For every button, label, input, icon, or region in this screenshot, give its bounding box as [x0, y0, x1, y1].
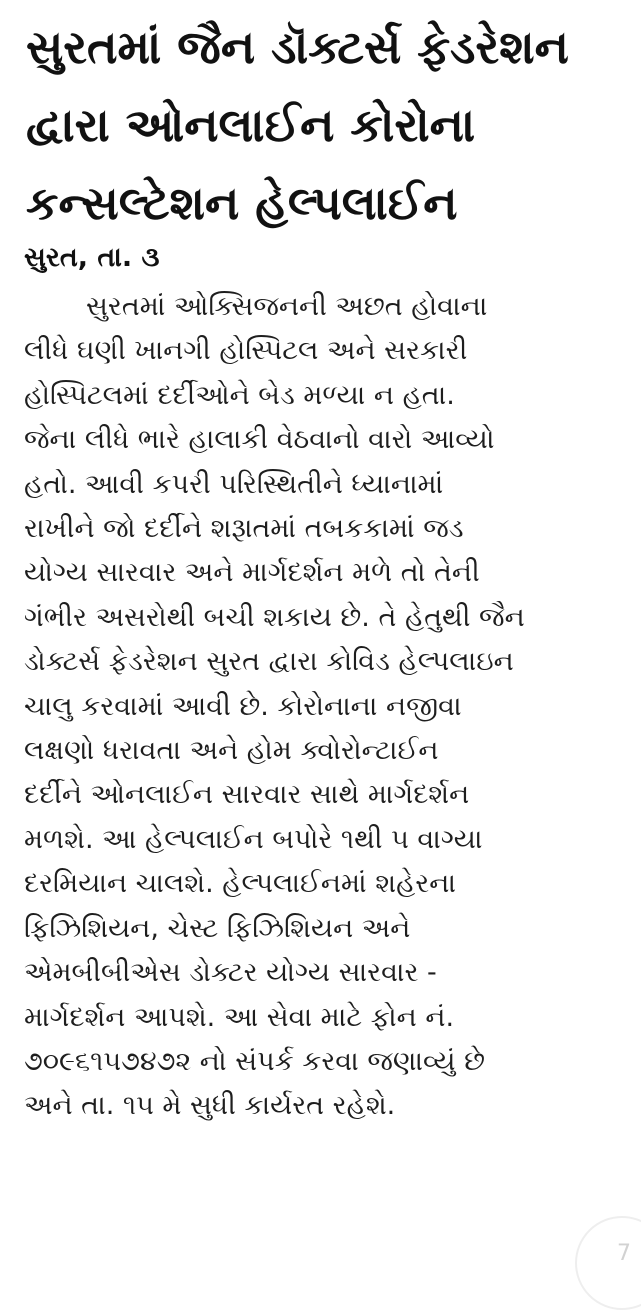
headline — [26, 8, 626, 242]
body-line: અને તા. ૧૫ મે સુધી કાર્યરત રહેશે. — [24, 1090, 396, 1122]
page-number: 7 — [617, 1241, 631, 1266]
headline-line-3: કન્સલ્ટેશન હેલ્પલાઈન — [26, 176, 458, 230]
body-line: જેના લીધે ભારે હાલાકી વેઠવાનો વારો આવ્યો — [24, 424, 495, 456]
article-body — [24, 285, 620, 1129]
headline-line-1: સુરતમાં જૈન ડૉક્ટર્સ ફેડરેશન — [26, 20, 569, 74]
body-line: દરમિયાન ચાલશે. હેલ્પલાઈનમાં શહેરના — [24, 868, 456, 900]
body-line: દર્દીને ઓનલાઈન સારવાર સાથે માર્ગદર્શન — [24, 779, 470, 811]
body-line: ૭૦૯૬૧૫૭૪૭૨ નો સંપર્ક કરવા જણાવ્યું છે — [24, 1045, 485, 1077]
headline-line-2: દ્વારા ઓનલાઈન કોરોના — [26, 98, 476, 152]
body-line: હતો. આવી કપરી પરિસ્થિતીને ધ્યાનામાં — [24, 468, 444, 500]
body-line: ફિઝિશિયન, ચેસ્ટ ફિઝિશિયન અને — [24, 912, 411, 944]
body-line: ચાલુ કરવામાં આવી છે. કોરોનાના નજીવા — [24, 690, 462, 722]
dateline: સુરત, તા. ૩ — [24, 242, 160, 273]
body-line: હોસ્પિટલમાં દર્દીઓને બેડ મળ્યા ન હતા. — [24, 379, 455, 411]
body-line: એમબીબીએસ ડોક્ટર યોગ્ય સારવાર - — [24, 957, 437, 989]
body-line: લીધે ઘણી ખાનગી હોસ્પિટલ અને સરકારી — [24, 335, 468, 367]
body-line: ગંભીર અસરોથી બચી શકાય છે. તે હેતુથી જૈન — [24, 601, 525, 633]
body-line: યોગ્ય સારવાર અને માર્ગદર્શન મળે તો તેની — [24, 557, 480, 589]
body-line: લક્ષણો ધરાવતા અને હોમ ક્વોરોન્ટાઈન — [24, 735, 439, 767]
body-line: ડોક્ટર્સ ફેડરેશન સુરત દ્વારા કોવિડ હેલ્પલાઇન — [24, 646, 514, 678]
body-line: મળશે. આ હેલ્પલાઈન બપોરે ૧થી ૫ વાગ્યા — [24, 823, 483, 855]
body-line: રાખીને જો દર્દીને શરૂાતમાં તબકકામાં જડ — [24, 513, 464, 545]
body-line: સુરતમાં ઓક્સિજનની અછત હોવાના — [86, 291, 488, 322]
corner-decoration — [575, 1216, 641, 1310]
body-line: માર્ગદર્શન આપશે. આ સેવા માટે ફોન નં. — [24, 1001, 455, 1033]
